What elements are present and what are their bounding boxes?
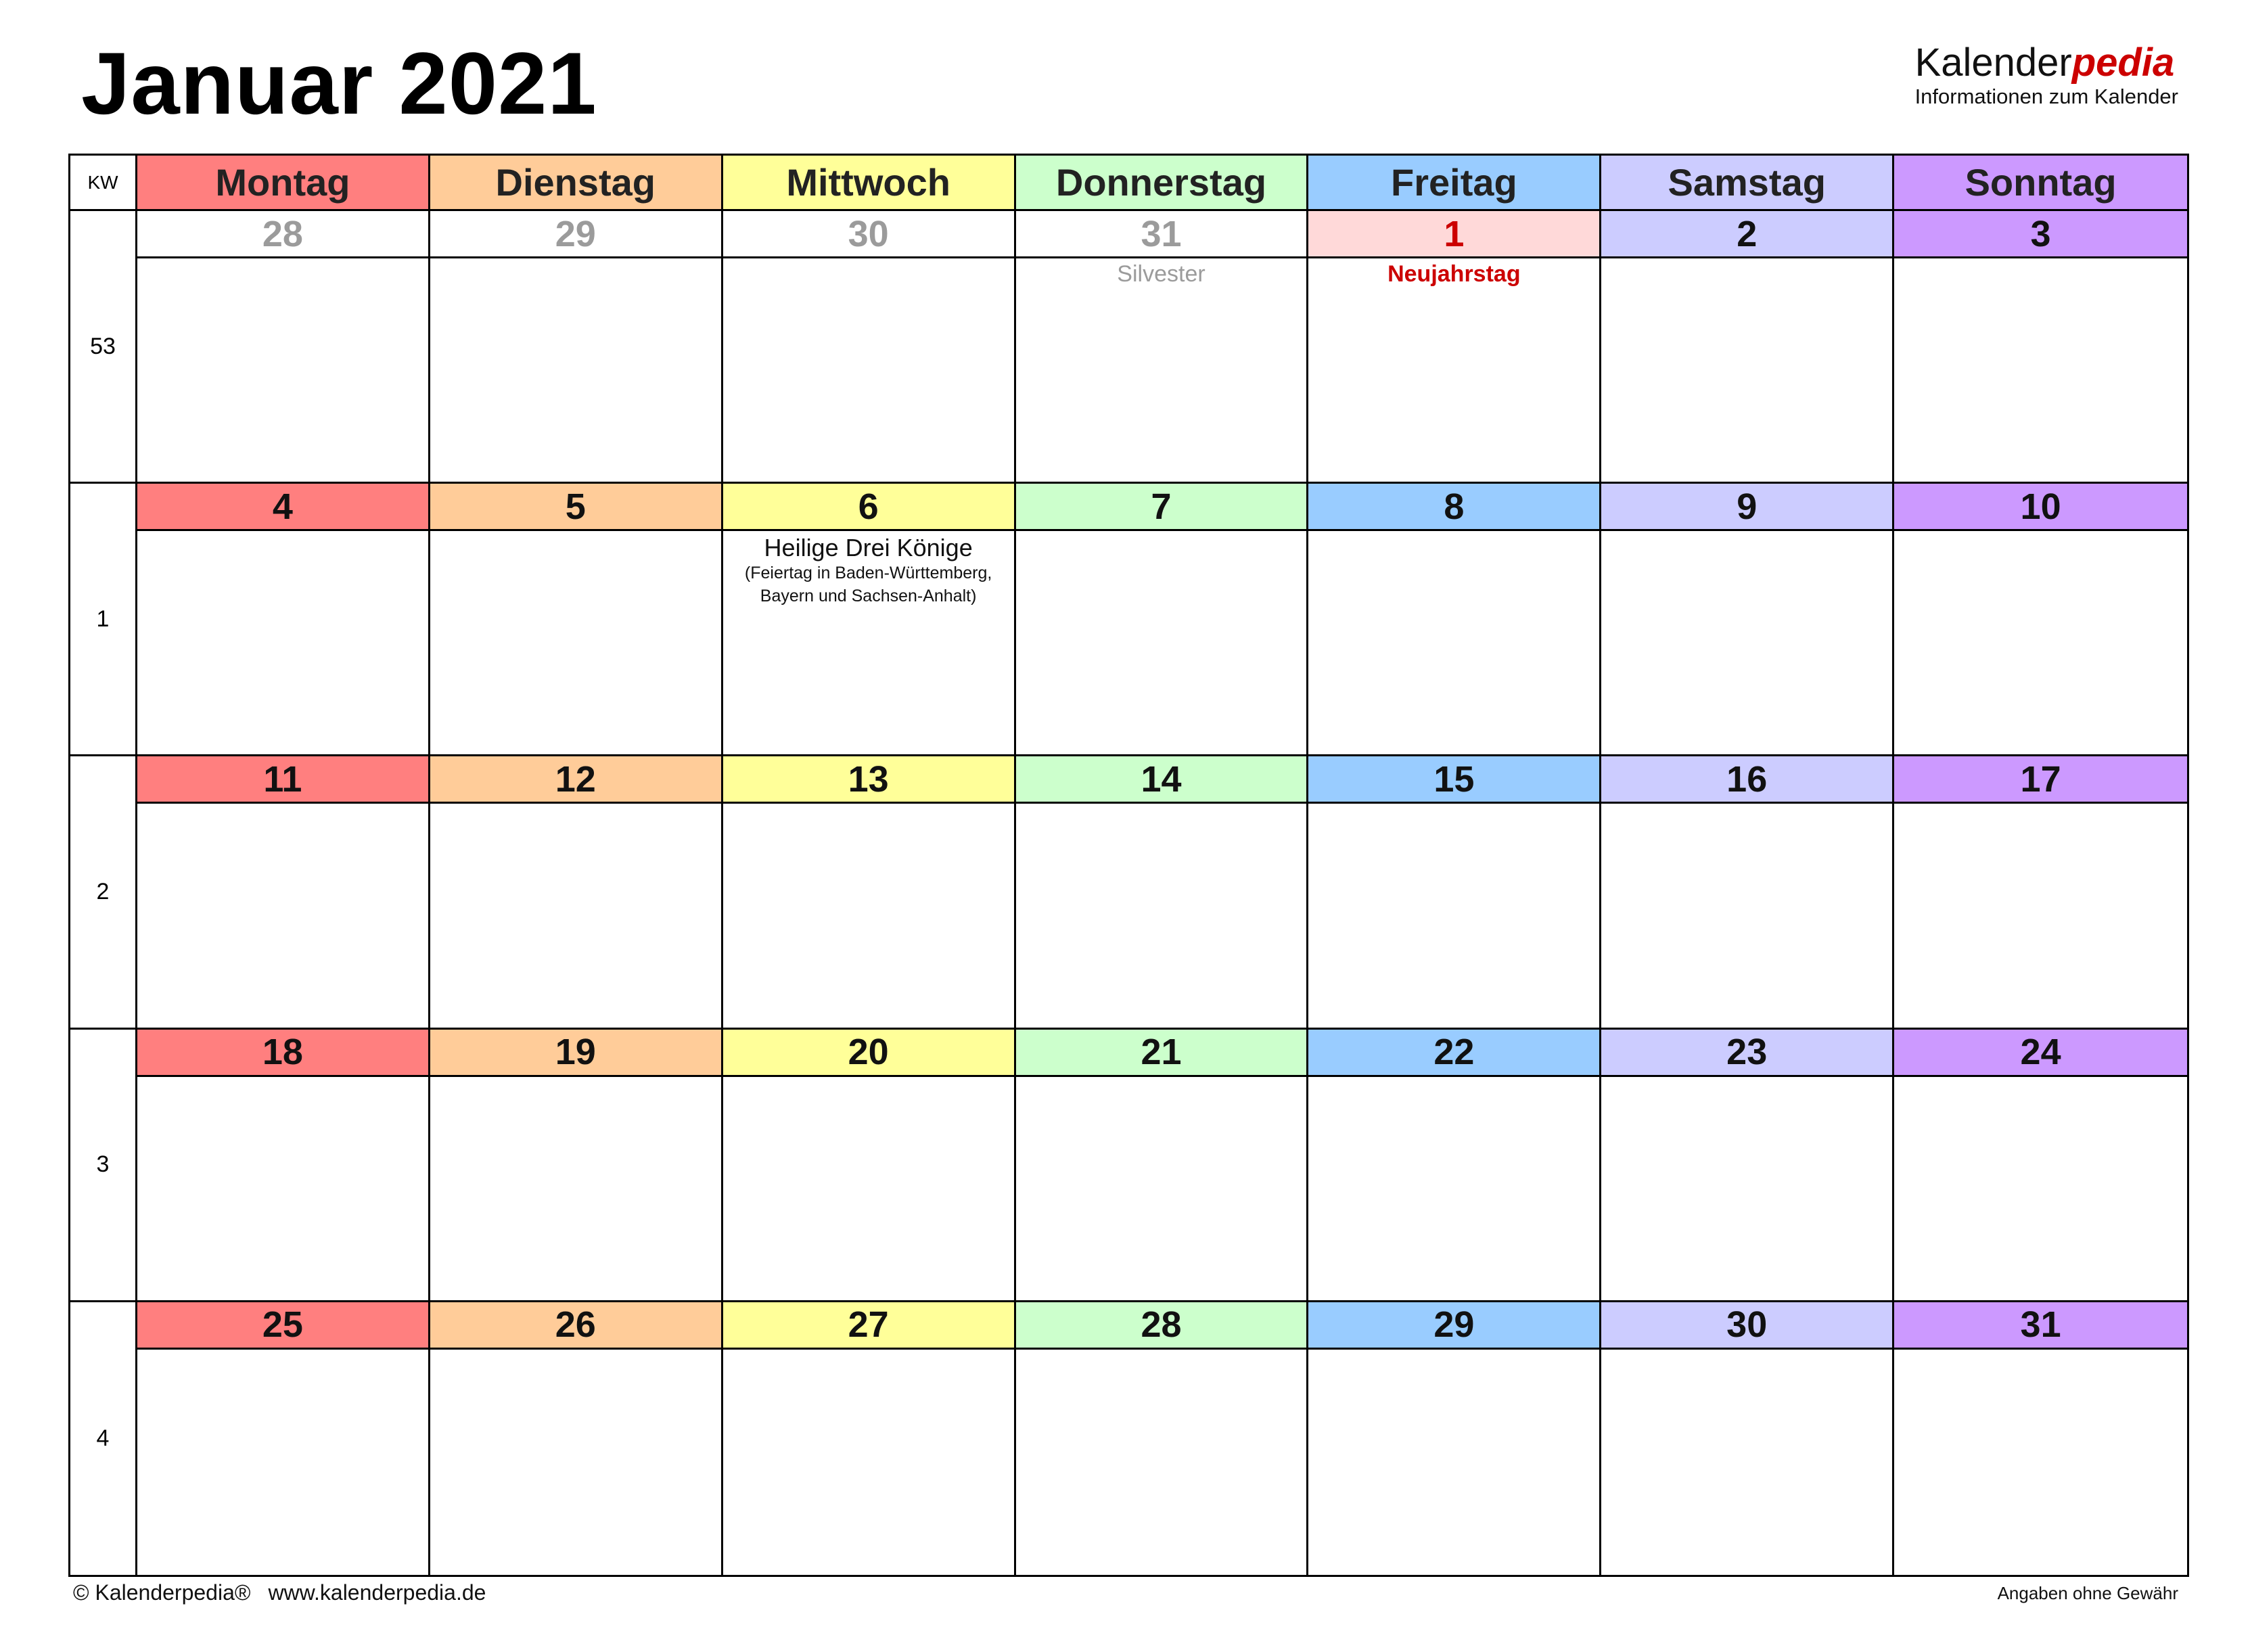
kw-header: KW xyxy=(70,156,137,211)
day-number: 31 xyxy=(1894,1302,2187,1350)
day-number: 12 xyxy=(430,756,721,804)
week-number: 1 xyxy=(70,484,137,756)
holiday-subnote: (Feiertag in Baden-Württemberg, xyxy=(744,564,992,583)
day-number: 5 xyxy=(430,484,721,531)
day-number: 16 xyxy=(1601,756,1892,804)
day-cell[interactable] xyxy=(1894,1302,2187,1575)
brand-name-plain: Kalender xyxy=(1914,41,2072,85)
day-note: Silvester xyxy=(1117,261,1206,287)
website-link[interactable]: www.kalenderpedia.de xyxy=(268,1580,486,1605)
day-cell[interactable] xyxy=(1601,484,1894,756)
footer-copyright-block xyxy=(73,1580,486,1605)
week-number: 4 xyxy=(70,1302,137,1575)
day-cell[interactable] xyxy=(1894,211,2187,484)
day-cell[interactable] xyxy=(137,756,430,1029)
holiday-subnote: Bayern und Sachsen-Anhalt) xyxy=(760,586,977,605)
day-number: 21 xyxy=(1016,1030,1307,1077)
copyright-text: © Kalenderpedia® xyxy=(73,1580,251,1605)
day-cell[interactable] xyxy=(1894,1030,2187,1302)
day-number: 15 xyxy=(1308,756,1599,804)
week-number: 3 xyxy=(70,1030,137,1302)
day-number: 2 xyxy=(1601,211,1892,258)
day-cell[interactable] xyxy=(137,211,430,484)
day-number: 8 xyxy=(1308,484,1599,531)
day-number: 24 xyxy=(1894,1030,2187,1077)
day-cell[interactable] xyxy=(430,1030,723,1302)
page-title: Januar 2021 xyxy=(81,34,597,133)
day-number: 29 xyxy=(430,211,721,258)
day-cell[interactable] xyxy=(723,1302,1016,1575)
day-number: 10 xyxy=(1894,484,2187,531)
brand-tagline: Informationen zum Kalender xyxy=(1914,85,2178,108)
day-number: 29 xyxy=(1308,1302,1599,1350)
day-cell[interactable] xyxy=(1016,484,1309,756)
weekday-header-donnerstag: Donnerstag xyxy=(1016,156,1309,211)
day-cell[interactable] xyxy=(1601,756,1894,1029)
day-cell[interactable] xyxy=(1601,1030,1894,1302)
weekday-header-freitag: Freitag xyxy=(1308,156,1601,211)
day-number: 25 xyxy=(137,1302,428,1350)
day-number: 1 xyxy=(1308,211,1599,258)
weekday-header-mittwoch: Mittwoch xyxy=(723,156,1016,211)
day-cell[interactable] xyxy=(723,756,1016,1029)
day-number: 28 xyxy=(137,211,428,258)
weekday-header-samstag: Samstag xyxy=(1601,156,1894,211)
day-cell[interactable] xyxy=(1016,1302,1309,1575)
day-number: 28 xyxy=(1016,1302,1307,1350)
day-number: 13 xyxy=(723,756,1014,804)
day-number: 20 xyxy=(723,1030,1014,1077)
holiday-label: Heilige Drei Könige xyxy=(764,534,973,562)
day-cell[interactable] xyxy=(1894,756,2187,1029)
day-cell[interactable] xyxy=(430,211,723,484)
day-number: 22 xyxy=(1308,1030,1599,1077)
weekday-header-montag: Montag xyxy=(137,156,430,211)
day-cell[interactable] xyxy=(1016,211,1309,484)
day-number: 23 xyxy=(1601,1030,1892,1077)
day-cell[interactable] xyxy=(1016,756,1309,1029)
week-number: 2 xyxy=(70,756,137,1029)
day-cell[interactable] xyxy=(137,1030,430,1302)
day-cell[interactable] xyxy=(723,1030,1016,1302)
calendar-grid xyxy=(68,154,2189,1577)
day-number: 18 xyxy=(137,1030,428,1077)
day-number: 26 xyxy=(430,1302,721,1350)
day-number: 19 xyxy=(430,1030,721,1077)
day-cell[interactable] xyxy=(1894,484,2187,756)
weekday-header-sonntag: Sonntag xyxy=(1894,156,2187,211)
day-cell[interactable] xyxy=(137,1302,430,1575)
day-number: 30 xyxy=(1601,1302,1892,1350)
holiday-label: Neujahrstag xyxy=(1387,261,1521,287)
day-number: 17 xyxy=(1894,756,2187,804)
day-number: 6 xyxy=(723,484,1014,531)
day-number: 31 xyxy=(1016,211,1307,258)
day-cell[interactable] xyxy=(430,484,723,756)
day-number: 11 xyxy=(137,756,428,804)
day-number: 14 xyxy=(1016,756,1307,804)
day-number: 9 xyxy=(1601,484,1892,531)
day-cell[interactable] xyxy=(1601,211,1894,484)
week-number: 53 xyxy=(70,211,137,484)
day-number: 30 xyxy=(723,211,1014,258)
day-number: 4 xyxy=(137,484,428,531)
day-cell[interactable] xyxy=(1308,756,1601,1029)
brand-name xyxy=(1915,43,2178,83)
day-cell-holiday[interactable] xyxy=(1308,211,1601,484)
day-cell[interactable] xyxy=(1308,1302,1601,1575)
day-cell[interactable] xyxy=(430,1302,723,1575)
day-number: 3 xyxy=(1894,211,2187,258)
day-number: 27 xyxy=(723,1302,1014,1350)
day-cell[interactable] xyxy=(1308,1030,1601,1302)
brand-name-accent: pedia xyxy=(2071,41,2175,85)
day-cell[interactable] xyxy=(137,484,430,756)
day-cell[interactable] xyxy=(430,756,723,1029)
weekday-header-dienstag: Dienstag xyxy=(430,156,723,211)
day-cell[interactable] xyxy=(723,211,1016,484)
day-cell[interactable] xyxy=(1016,1030,1309,1302)
day-cell[interactable] xyxy=(723,484,1016,756)
day-cell[interactable] xyxy=(1601,1302,1894,1575)
brand-logo[interactable] xyxy=(1915,43,2178,108)
disclaimer-text: Angaben ohne Gewähr xyxy=(1997,1583,2178,1603)
day-cell[interactable] xyxy=(1308,484,1601,756)
day-number: 7 xyxy=(1016,484,1307,531)
